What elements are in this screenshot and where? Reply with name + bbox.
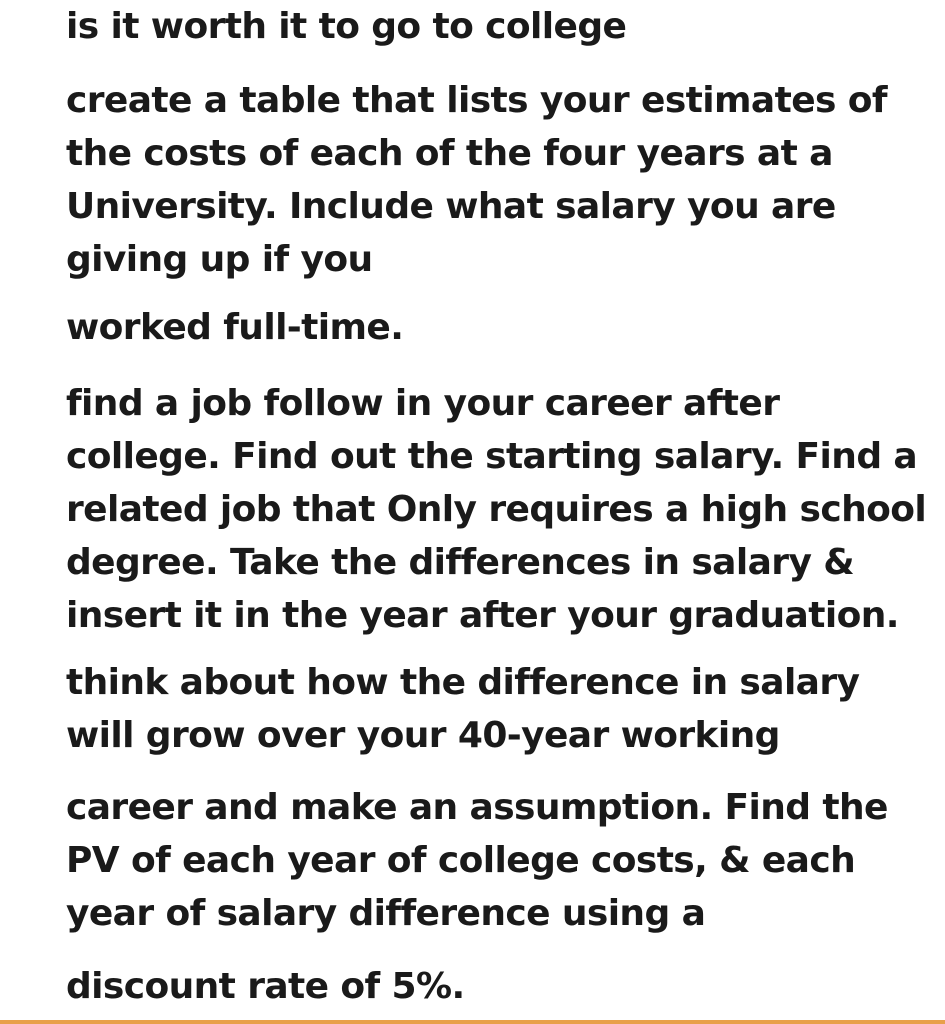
- paragraph-worked-full-time: worked full-time.: [66, 307, 404, 348]
- paragraph-salary-growth: think about how the difference in salary will grow over your 40-year working: [66, 662, 860, 756]
- paragraph-job-salary: find a job follow in your career after college. Find out the starting salary. Find a related job that Only requires a high school degree. Take the differences in salary & insert it in the year after your graduation.: [66, 383, 927, 636]
- question-title: is it worth it to go to college: [66, 6, 627, 47]
- paragraph-discount-rate: discount rate of 5%.: [66, 966, 465, 1007]
- paragraph-college-costs: create a table that lists your estimates of the costs of each of the four years at a University. Include what salary you are giving up if you: [66, 80, 887, 280]
- paragraph-present-value: career and make an assumption. Find the PV of each year of college costs, & each year of salary difference using a: [66, 787, 888, 934]
- bottom-divider: [0, 1020, 945, 1024]
